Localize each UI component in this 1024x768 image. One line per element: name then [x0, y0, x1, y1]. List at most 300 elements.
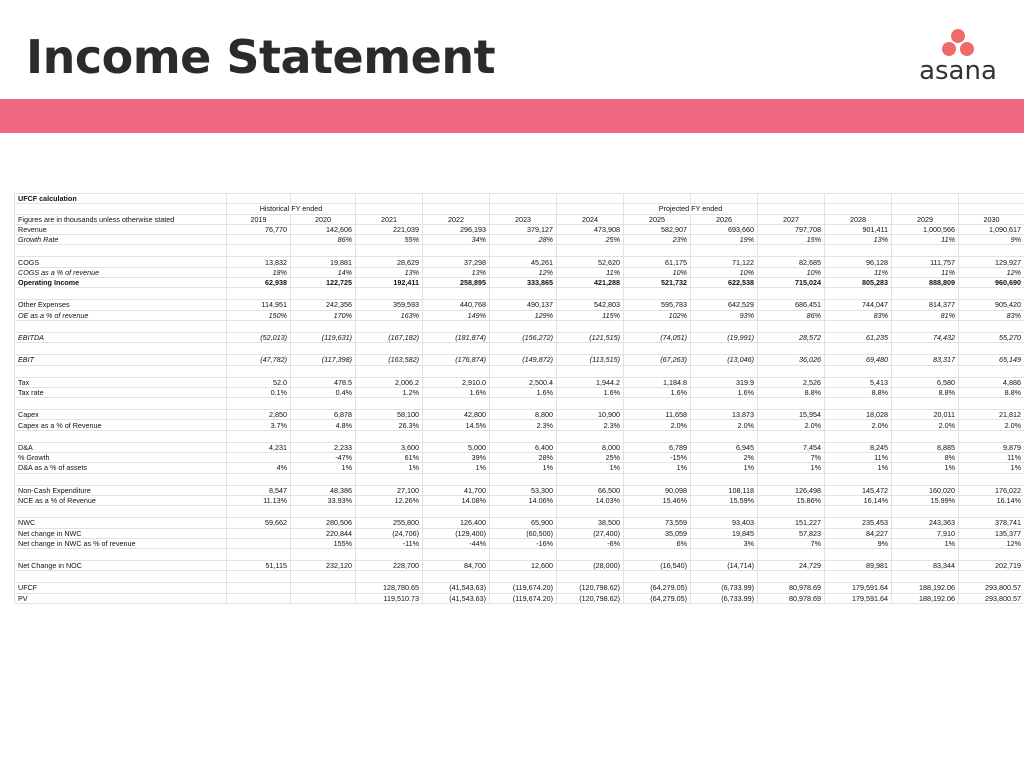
value-cell: 473,908	[557, 224, 624, 234]
value-cell: 14.06%	[490, 495, 557, 505]
value-cell: 111,757	[892, 257, 959, 267]
value-cell: 2.3%	[490, 420, 557, 430]
value-cell: 15%	[758, 235, 825, 245]
empty-cell	[227, 398, 291, 410]
value-cell: (181,874)	[423, 332, 490, 342]
empty-cell	[691, 194, 758, 204]
empty-cell	[959, 549, 1024, 561]
value-cell: (24,706)	[356, 528, 423, 538]
value-cell: 8.8%	[892, 387, 959, 397]
table-row	[15, 377, 1024, 387]
value-cell: (60,500)	[490, 528, 557, 538]
value-cell	[227, 583, 291, 593]
value-cell: 12%	[959, 267, 1024, 277]
empty-cell	[624, 549, 691, 561]
value-cell: 93%	[691, 310, 758, 320]
value-cell: 296,193	[423, 224, 490, 234]
spacer-row	[15, 365, 1024, 377]
spacer-row	[15, 506, 1024, 518]
value-cell: 74,432	[892, 332, 959, 342]
value-cell: 73,559	[624, 518, 691, 528]
value-cell: 4%	[227, 463, 291, 473]
value-cell: 80,978.69	[758, 583, 825, 593]
empty-cell	[356, 398, 423, 410]
table-row	[15, 463, 1024, 473]
table-row	[15, 518, 1024, 528]
value-cell: 83%	[959, 310, 1024, 320]
value-cell: 20,011	[892, 410, 959, 420]
value-cell: 89,981	[825, 561, 892, 571]
value-cell: 8.8%	[758, 387, 825, 397]
value-cell: 7,454	[758, 442, 825, 452]
value-cell: 220,844	[291, 528, 356, 538]
spacer-row	[15, 430, 1024, 442]
value-cell: 1%	[959, 463, 1024, 473]
empty-cell	[490, 365, 557, 377]
empty-cell	[356, 343, 423, 355]
empty-cell	[959, 398, 1024, 410]
value-cell: 8,547	[227, 485, 291, 495]
table-row	[15, 561, 1024, 571]
empty-cell	[758, 571, 825, 583]
row-label: Growth Rate	[15, 235, 227, 245]
value-cell: 53,300	[490, 485, 557, 495]
value-cell: 3.7%	[227, 420, 291, 430]
value-cell	[227, 538, 291, 548]
value-cell: 119,510.73	[356, 593, 423, 603]
value-cell: 1.6%	[557, 387, 624, 397]
value-cell: 6,400	[490, 442, 557, 452]
value-cell: 81%	[892, 310, 959, 320]
value-cell: 51,115	[227, 561, 291, 571]
projected-header: Projected FY ended	[624, 204, 758, 214]
empty-cell	[691, 245, 758, 257]
empty-cell	[423, 473, 490, 485]
empty-cell	[691, 365, 758, 377]
empty-cell	[291, 549, 356, 561]
table-row	[15, 257, 1024, 267]
value-cell: 622,538	[691, 278, 758, 288]
table-row	[15, 224, 1024, 234]
value-cell: 28%	[490, 235, 557, 245]
empty-cell	[423, 398, 490, 410]
row-label: COGS	[15, 257, 227, 267]
empty-cell	[291, 288, 356, 300]
value-cell: 179,591.64	[825, 583, 892, 593]
empty-cell	[356, 549, 423, 561]
value-cell: 228,700	[356, 561, 423, 571]
asana-logo	[918, 28, 998, 92]
empty-cell	[825, 288, 892, 300]
year-header: 2021	[356, 214, 423, 224]
value-cell: 280,506	[291, 518, 356, 528]
value-cell: 21,812	[959, 410, 1024, 420]
value-cell: 6,580	[892, 377, 959, 387]
spacer-row	[15, 343, 1024, 355]
value-cell: 888,809	[892, 278, 959, 288]
table-row	[15, 485, 1024, 495]
value-cell: 83,344	[892, 561, 959, 571]
row-label: COGS as a % of revenue	[15, 267, 227, 277]
value-cell: 10%	[758, 267, 825, 277]
value-cell: 179,591.64	[825, 593, 892, 603]
year-header: 2023	[490, 214, 557, 224]
value-cell: 188,192.06	[892, 583, 959, 593]
value-cell: 1%	[758, 463, 825, 473]
logo-dot	[951, 29, 965, 43]
value-cell: 10%	[624, 267, 691, 277]
value-cell: 36,026	[758, 355, 825, 365]
value-cell: 59,662	[227, 518, 291, 528]
value-cell: 2.3%	[557, 420, 624, 430]
empty-cell	[490, 320, 557, 332]
value-cell: 61,235	[825, 332, 892, 342]
value-cell: 55,270	[959, 332, 1024, 342]
value-cell: 1.6%	[691, 387, 758, 397]
header-band	[0, 99, 1024, 133]
table-row	[15, 355, 1024, 365]
empty-cell	[423, 288, 490, 300]
table-row	[15, 278, 1024, 288]
value-cell: 122,725	[291, 278, 356, 288]
value-cell: (120,798.62)	[557, 583, 624, 593]
empty-cell	[825, 473, 892, 485]
value-cell: 115%	[557, 310, 624, 320]
value-cell: (6,733.99)	[691, 583, 758, 593]
empty-cell	[758, 365, 825, 377]
empty-cell	[825, 343, 892, 355]
value-cell: 14.08%	[423, 495, 490, 505]
value-cell: 25%	[557, 235, 624, 245]
value-cell: 13%	[423, 267, 490, 277]
value-cell: 38,500	[557, 518, 624, 528]
empty-cell	[15, 549, 227, 561]
empty-cell	[557, 245, 624, 257]
empty-cell	[691, 506, 758, 518]
value-cell: 1%	[557, 463, 624, 473]
empty-cell	[423, 343, 490, 355]
table-row	[15, 300, 1024, 310]
value-cell: (16,540)	[624, 561, 691, 571]
value-cell: 142,606	[291, 224, 356, 234]
value-cell: 11%	[892, 267, 959, 277]
empty-cell	[758, 398, 825, 410]
empty-cell	[691, 320, 758, 332]
empty-cell	[557, 398, 624, 410]
empty-cell	[557, 288, 624, 300]
spacer-row	[15, 320, 1024, 332]
empty-cell	[15, 320, 227, 332]
year-header: 2028	[825, 214, 892, 224]
empty-cell	[291, 430, 356, 442]
value-cell: 37,298	[423, 257, 490, 267]
empty-cell	[227, 343, 291, 355]
value-cell: (64,279.05)	[624, 593, 691, 603]
value-cell: 15.99%	[892, 495, 959, 505]
empty-cell	[691, 288, 758, 300]
value-cell: 901,411	[825, 224, 892, 234]
empty-cell	[825, 549, 892, 561]
row-label: Revenue	[15, 224, 227, 234]
value-cell: 93,403	[691, 518, 758, 528]
empty-cell	[356, 430, 423, 442]
value-cell: 2%	[691, 453, 758, 463]
value-cell: 1%	[691, 463, 758, 473]
value-cell: (176,874)	[423, 355, 490, 365]
row-label: D&A	[15, 442, 227, 452]
table-caption: UFCF calculation	[15, 194, 227, 204]
value-cell: 176,022	[959, 485, 1024, 495]
value-cell: 1%	[356, 463, 423, 473]
value-cell: (120,798.62)	[557, 593, 624, 603]
empty-cell	[624, 506, 691, 518]
value-cell: 83%	[825, 310, 892, 320]
empty-cell	[959, 365, 1024, 377]
value-cell: 96,128	[825, 257, 892, 267]
empty-cell	[291, 473, 356, 485]
value-cell: 293,800.57	[959, 583, 1024, 593]
value-cell: 3,600	[356, 442, 423, 452]
empty-cell	[758, 320, 825, 332]
empty-cell	[959, 343, 1024, 355]
year-header: 2030	[959, 214, 1024, 224]
empty-cell	[15, 473, 227, 485]
value-cell: 55%	[356, 235, 423, 245]
empty-cell	[825, 245, 892, 257]
value-cell: 12,600	[490, 561, 557, 571]
value-cell: -44%	[423, 538, 490, 548]
value-cell: (6,733.99)	[691, 593, 758, 603]
value-cell: 905,420	[959, 300, 1024, 310]
empty-cell	[892, 430, 959, 442]
empty-cell	[557, 320, 624, 332]
value-cell: 192,411	[356, 278, 423, 288]
empty-cell	[227, 365, 291, 377]
value-cell: 33.93%	[291, 495, 356, 505]
value-cell: 521,732	[624, 278, 691, 288]
empty-cell	[892, 549, 959, 561]
value-cell: 19,881	[291, 257, 356, 267]
empty-cell	[423, 245, 490, 257]
value-cell: 242,356	[291, 300, 356, 310]
empty-cell	[490, 194, 557, 204]
value-cell: 202,719	[959, 561, 1024, 571]
value-cell: 65,149	[959, 355, 1024, 365]
year-header: 2019	[227, 214, 291, 224]
empty-cell	[227, 194, 291, 204]
value-cell: 58,100	[356, 410, 423, 420]
empty-cell	[691, 473, 758, 485]
value-cell: 11,658	[624, 410, 691, 420]
value-cell: 163%	[356, 310, 423, 320]
empty-cell	[825, 204, 892, 214]
value-cell: 1,944.2	[557, 377, 624, 387]
value-cell: 39%	[423, 453, 490, 463]
spacer-row	[15, 571, 1024, 583]
row-label: Tax rate	[15, 387, 227, 397]
year-header: 2022	[423, 214, 490, 224]
empty-cell	[624, 245, 691, 257]
value-cell: 7%	[758, 453, 825, 463]
empty-cell	[624, 398, 691, 410]
value-cell: 8,000	[557, 442, 624, 452]
value-cell: 686,451	[758, 300, 825, 310]
empty-cell	[227, 288, 291, 300]
value-cell: 62,938	[227, 278, 291, 288]
value-cell: (64,279.05)	[624, 583, 691, 593]
value-cell: (119,674.20)	[490, 583, 557, 593]
row-label: Capex as a % of Revenue	[15, 420, 227, 430]
empty-cell	[557, 571, 624, 583]
value-cell: 1%	[892, 538, 959, 548]
empty-cell	[825, 571, 892, 583]
value-cell: 14%	[291, 267, 356, 277]
empty-cell	[624, 194, 691, 204]
empty-cell	[356, 204, 423, 214]
value-cell: 378,741	[959, 518, 1024, 528]
value-cell: 18,028	[825, 410, 892, 420]
value-cell: (156,272)	[490, 332, 557, 342]
empty-cell	[490, 288, 557, 300]
value-cell: 1.2%	[356, 387, 423, 397]
empty-cell	[691, 549, 758, 561]
row-label: UFCF	[15, 583, 227, 593]
value-cell: 2,526	[758, 377, 825, 387]
value-cell: 13%	[825, 235, 892, 245]
table-row	[15, 528, 1024, 538]
empty-cell	[758, 506, 825, 518]
value-cell: 2,850	[227, 410, 291, 420]
year-header: 2020	[291, 214, 356, 224]
value-cell: 14.5%	[423, 420, 490, 430]
value-cell: (163,582)	[356, 355, 423, 365]
value-cell: 744,047	[825, 300, 892, 310]
empty-cell	[959, 473, 1024, 485]
empty-cell	[423, 365, 490, 377]
spacer-row	[15, 288, 1024, 300]
empty-cell	[624, 288, 691, 300]
value-cell	[227, 453, 291, 463]
value-cell: 693,660	[691, 224, 758, 234]
empty-cell	[892, 365, 959, 377]
logo-dot	[960, 42, 974, 56]
empty-cell	[423, 204, 490, 214]
spacer-row	[15, 245, 1024, 257]
empty-cell	[291, 398, 356, 410]
value-cell: 188,192.06	[892, 593, 959, 603]
empty-cell	[227, 320, 291, 332]
empty-cell	[624, 430, 691, 442]
empty-cell	[227, 245, 291, 257]
value-cell: 45,261	[490, 257, 557, 267]
empty-cell	[291, 506, 356, 518]
value-cell: 8.8%	[959, 387, 1024, 397]
value-cell: (14,714)	[691, 561, 758, 571]
empty-cell	[624, 320, 691, 332]
empty-cell	[15, 571, 227, 583]
units-note: Figures are in thousands unless otherwise stated	[15, 214, 227, 224]
spacer-row	[15, 473, 1024, 485]
value-cell: 9%	[825, 538, 892, 548]
empty-cell	[490, 204, 557, 214]
value-cell: 23%	[624, 235, 691, 245]
value-cell: 2.0%	[825, 420, 892, 430]
empty-cell	[291, 320, 356, 332]
empty-cell	[356, 571, 423, 583]
empty-cell	[356, 245, 423, 257]
row-label: Other Expenses	[15, 300, 227, 310]
value-cell: 86%	[291, 235, 356, 245]
value-cell: 797,708	[758, 224, 825, 234]
table-row	[15, 583, 1024, 593]
value-cell: 86%	[758, 310, 825, 320]
empty-cell	[423, 430, 490, 442]
value-cell: 5,000	[423, 442, 490, 452]
empty-cell	[490, 473, 557, 485]
value-cell: 1,000,566	[892, 224, 959, 234]
value-cell: 13%	[356, 267, 423, 277]
row-label: Net change in NWC as % of revenue	[15, 538, 227, 548]
value-cell: 24,729	[758, 561, 825, 571]
value-cell: 61,175	[624, 257, 691, 267]
value-cell: 114,951	[227, 300, 291, 310]
empty-cell	[758, 473, 825, 485]
value-cell: 170%	[291, 310, 356, 320]
value-cell: 34%	[423, 235, 490, 245]
value-cell: 57,823	[758, 528, 825, 538]
row-label: Capex	[15, 410, 227, 420]
value-cell: 129%	[490, 310, 557, 320]
table-row	[15, 420, 1024, 430]
empty-cell	[959, 204, 1024, 214]
empty-cell	[356, 506, 423, 518]
empty-cell	[557, 194, 624, 204]
value-cell: 440,768	[423, 300, 490, 310]
empty-cell	[691, 430, 758, 442]
value-cell: 84,227	[825, 528, 892, 538]
value-cell: 232,120	[291, 561, 356, 571]
value-cell: 126,498	[758, 485, 825, 495]
value-cell: 2.0%	[758, 420, 825, 430]
empty-cell	[15, 204, 227, 214]
row-label: Net change in NWC	[15, 528, 227, 538]
value-cell: 66,500	[557, 485, 624, 495]
row-label: Tax	[15, 377, 227, 387]
empty-cell	[624, 365, 691, 377]
value-cell: 90,098	[624, 485, 691, 495]
empty-cell	[825, 320, 892, 332]
empty-cell	[227, 549, 291, 561]
table-row	[15, 538, 1024, 548]
value-cell: 6%	[624, 538, 691, 548]
empty-cell	[557, 506, 624, 518]
empty-cell	[423, 506, 490, 518]
empty-cell	[758, 549, 825, 561]
value-cell: 7%	[758, 538, 825, 548]
value-cell: 61%	[356, 453, 423, 463]
value-cell: 15,954	[758, 410, 825, 420]
value-cell: 258,895	[423, 278, 490, 288]
value-cell: 3%	[691, 538, 758, 548]
value-cell: 15.46%	[624, 495, 691, 505]
value-cell: 243,363	[892, 518, 959, 528]
empty-cell	[691, 398, 758, 410]
empty-cell	[15, 245, 227, 257]
value-cell: 11%	[959, 453, 1024, 463]
empty-cell	[892, 204, 959, 214]
value-cell: 108,118	[691, 485, 758, 495]
value-cell: -16%	[490, 538, 557, 548]
